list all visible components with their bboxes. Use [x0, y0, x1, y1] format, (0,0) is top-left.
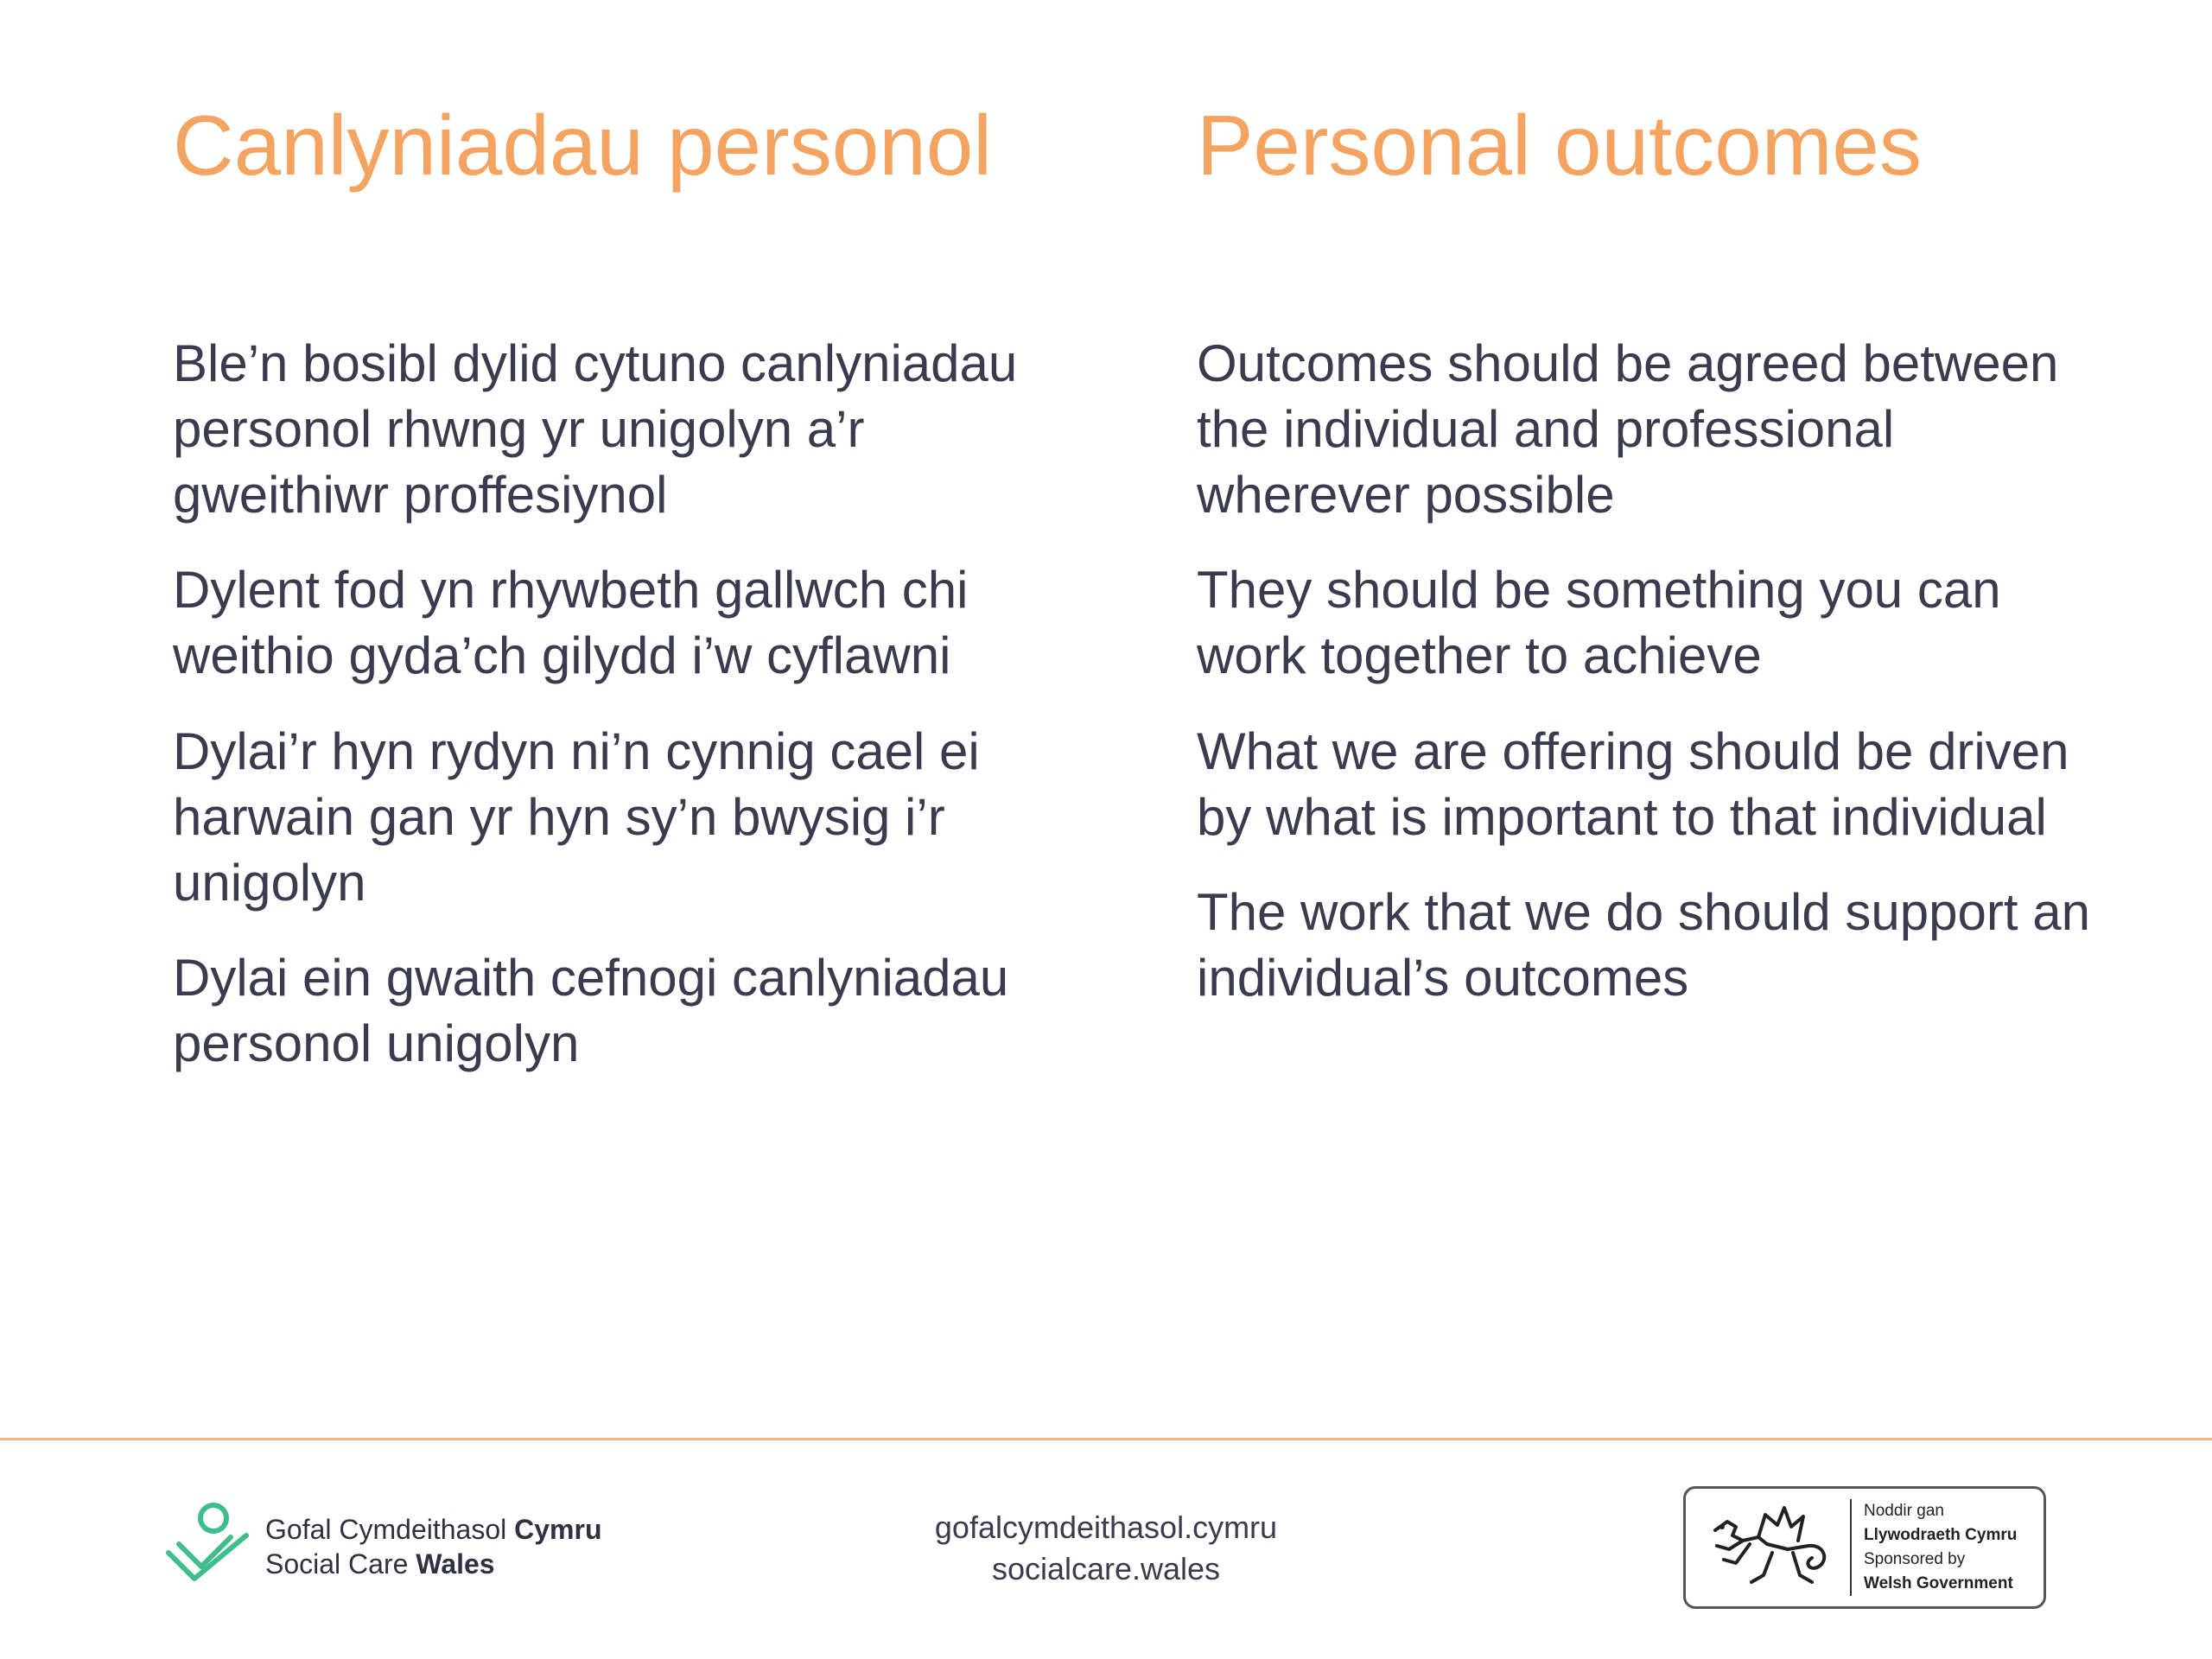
welsh-points: [173, 331, 1054, 1077]
english-heading: Personal outcomes: [1197, 98, 1922, 193]
english-point: The work that we do should support an individual’s outcomes: [1197, 882, 2090, 1007]
logo-welsh-regular: Gofal Cymdeithasol: [265, 1514, 515, 1545]
sponsor-divider: [1850, 1499, 1852, 1596]
sponsor-org-welsh: Llywodraeth Cymru: [1864, 1526, 2018, 1544]
logo-line-english: [265, 1547, 601, 1581]
english-points: [1197, 331, 2113, 1012]
logo-english-bold: Wales: [416, 1548, 495, 1580]
url-welsh[interactable]: gofalcymdeithasol.cymru: [934, 1510, 1278, 1545]
footer-divider: [0, 1438, 2212, 1440]
social-care-wales-emblem-icon: [160, 1499, 255, 1594]
sponsor-text: [1864, 1499, 2017, 1596]
sponsor-label-english: Sponsored by: [1864, 1550, 1966, 1568]
logo-wordmark: [265, 1512, 601, 1581]
welsh-point: Dylai ein gwaith cefnogi canlyniadau personol unigolyn: [173, 949, 1009, 1073]
welsh-dragon-icon: [1698, 1496, 1845, 1599]
footer-urls: [890, 1507, 1322, 1590]
url-english[interactable]: socialcare.wales: [991, 1551, 1221, 1586]
english-point: They should be something you can work together to achieve: [1197, 561, 2001, 685]
logo-line-welsh: [265, 1512, 601, 1547]
welsh-point: Dylent fod yn rhywbeth gallwch chi weithio gyda’ch gilydd i’w cyflawni: [173, 561, 969, 685]
welsh-column: [173, 95, 1054, 1106]
english-point: What we are offering should be driven by what is important to that individual: [1197, 721, 2069, 846]
sponsor-org-english: Welsh Government: [1864, 1574, 2013, 1592]
welsh-point: Ble’n bosibl dylid cytuno canlyniadau personol rhwng yr unigolyn a’r gweithiwr proffesiynol: [173, 334, 1018, 524]
sponsor-badge: [1683, 1486, 2046, 1609]
logo-welsh-bold: Cymru: [514, 1514, 602, 1545]
english-point: Outcomes should be agreed between the individual and professional wherever possible: [1197, 334, 2059, 524]
sponsor-label-welsh: Noddir gan: [1864, 1502, 1944, 1520]
logo-english-regular: Social Care: [265, 1548, 416, 1580]
social-care-wales-logo: [160, 1495, 601, 1599]
english-column: [1197, 95, 2113, 1040]
welsh-point: Dylai’r hyn rydyn ni’n cynnig cael ei harwain gan yr hyn sy’n bwysig i’r unigolyn: [173, 721, 980, 912]
welsh-heading: Canlyniadau personol: [173, 98, 992, 193]
